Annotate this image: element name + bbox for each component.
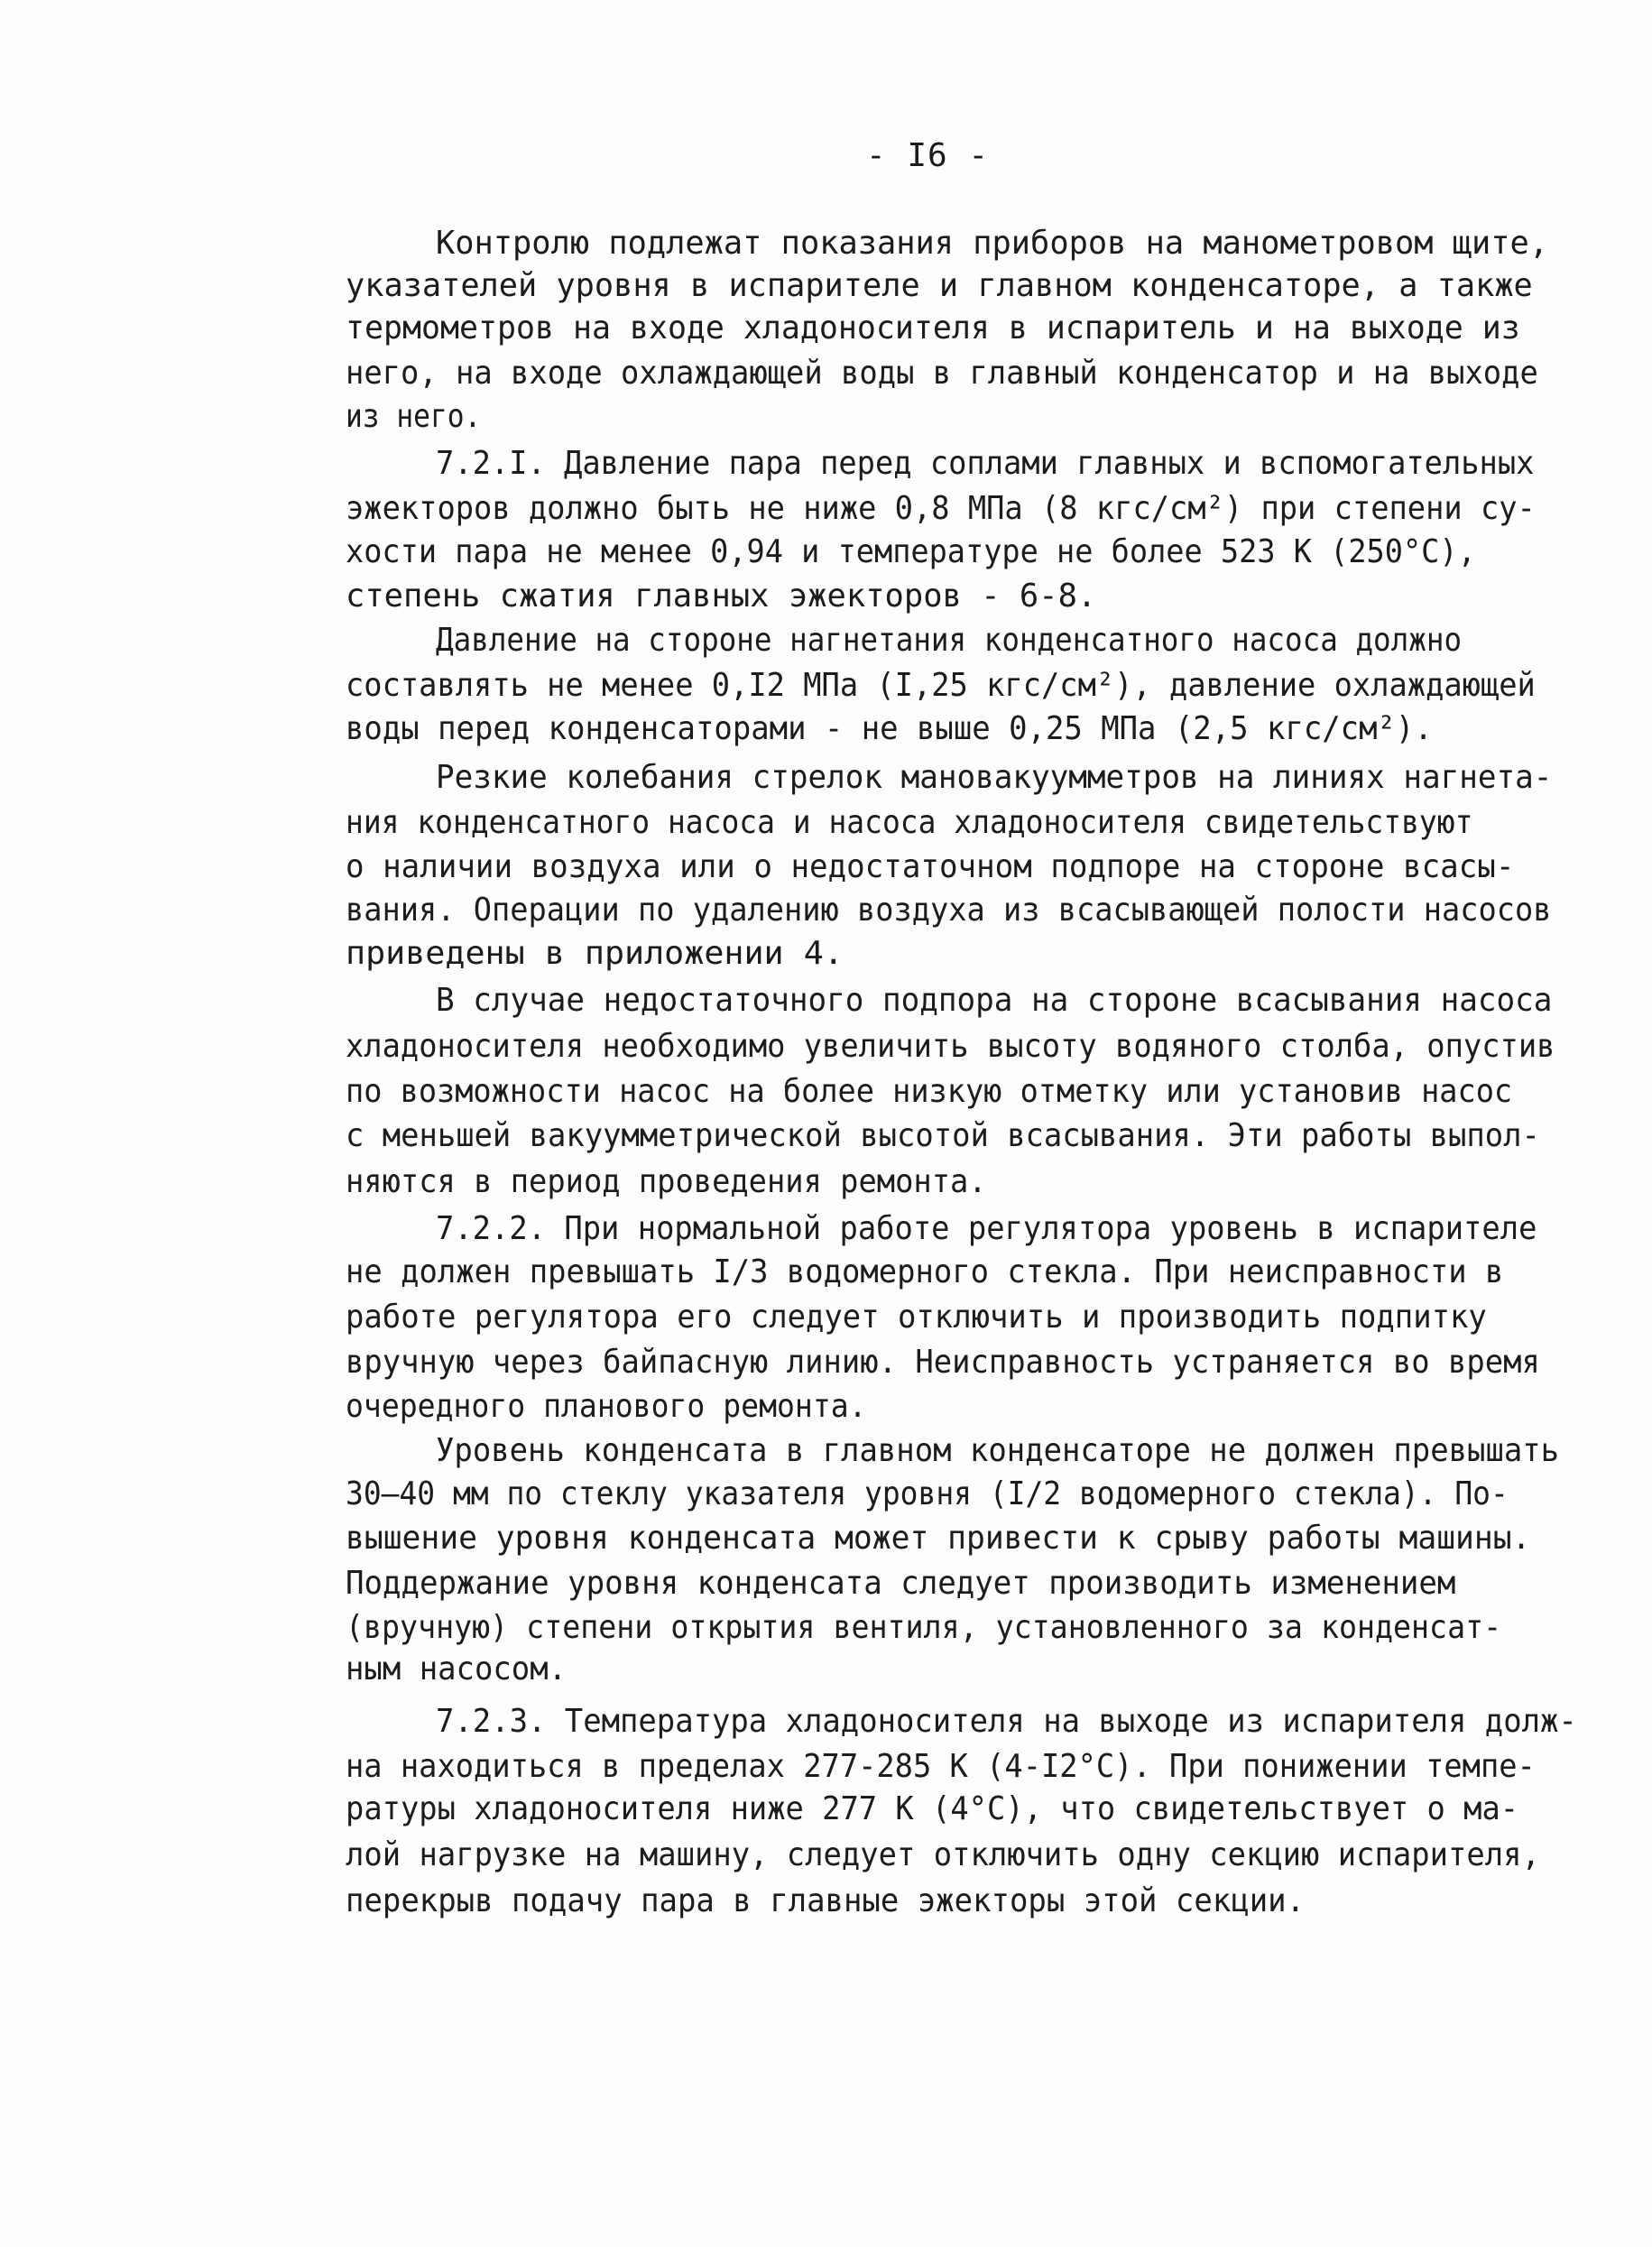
text-line: вручную через байпасную линию. Неисправность устраняется во время (346, 1344, 1540, 1381)
text-line: приведены в приложении 4. (346, 935, 844, 972)
text-line: из него. (346, 398, 482, 435)
text-line: В случае недостаточного подпора на стороне всасывания насоса (436, 982, 1553, 1019)
page-number: - I6 - (866, 137, 990, 174)
text-line: 30–40 мм по стеклу указателя уровня (I/2 водомерного стекла). По- (346, 1475, 1509, 1512)
text-line: лой нагрузке на машину, следует отключить одну секцию испарителя, (346, 1836, 1540, 1873)
text-line: степень сжатия главных эжекторов - 6-8. (346, 578, 1097, 615)
text-line: Поддержание уровня конденсата следует производить изменением (346, 1565, 1456, 1602)
text-line: ратуры хладоносителя ниже 277 К (4°С), что свидетельствует о ма- (346, 1790, 1519, 1827)
text-line: по возможности насос на более низкую отметку или установив насос (346, 1073, 1513, 1110)
text-line: него, на входе охлаждающей воды в главный конденсатор и на выходе (346, 355, 1538, 392)
text-line: Давление на стороне нагнетания конденсатного насоса должно (436, 622, 1463, 659)
text-line: вания. Операции по удалению воздуха из всасывающей полости насосов (346, 892, 1552, 929)
text-line: Резкие колебания стрелок мановакуумметров на линиях нагнета- (436, 759, 1553, 796)
text-line: эжекторов должно быть не ниже 0,8 МПа (8 кгс/см²) при степени су- (346, 490, 1536, 527)
text-line: о наличии воздуха или о недостаточном подпоре на стороне всасы- (346, 848, 1515, 885)
text-line: Контролю подлежат показания приборов на манометровом щите, (436, 225, 1549, 262)
text-line: ным насосом. (346, 1651, 568, 1688)
text-line: вышение уровня конденсата может привести к срыву работы машины. (346, 1520, 1531, 1557)
text-line: Уровень конденсата в главном конденсаторе не должен превышать (436, 1432, 1560, 1469)
text-line: ния конденсатного насоса и насоса хладоносителя свидетельствуют (346, 804, 1473, 841)
text-line: с меньшей вакуумметрической высотой всасывания. Эти работы выпол- (346, 1117, 1540, 1154)
text-line: няются в период проведения ремонта. (346, 1163, 987, 1200)
text-line: (вручную) степени открытия вентиля, установленного за конденсат- (346, 1609, 1502, 1646)
text-line: составлять не менее 0,I2 МПа (I,25 кгс/см²), давление охлаждающей (346, 667, 1536, 704)
text-line: работе регулятора его следует отключить и производить подпитку (346, 1299, 1487, 1336)
text-line: не должен превышать I/3 водомерного стекла. При неисправности в (346, 1253, 1504, 1290)
text-line: хости пара не менее 0,94 и температуре не более 523 К (250°С), (346, 533, 1476, 570)
text-line: 7.2.I. Давление пара перед соплами главных и вспомогательных (436, 445, 1535, 482)
text-line: воды перед конденсаторами - не выше 0,25 МПа (2,5 кгс/см²). (346, 710, 1433, 747)
text-line: 7.2.2. При нормальной работе регулятора уровень в испарителе (436, 1210, 1537, 1247)
text-line: указателей уровня в испарителе и главном конденсаторе, а также (346, 267, 1533, 304)
text-line: 7.2.3. Температура хладоносителя на выходе из испарителя долж- (436, 1703, 1577, 1740)
text-line: очередного планового ремонта. (346, 1388, 867, 1425)
text-line: хладоносителя необходимо увеличить высоту водяного столба, опустив (346, 1028, 1555, 1065)
text-line: перекрыв подачу пара в главные эжекторы этой секции. (346, 1882, 1306, 1919)
text-line: на находиться в пределах 277-285 К (4-I2°С). При понижении темпе- (346, 1748, 1536, 1785)
text-line: термометров на входе хладоносителя в испаритель и на выходе из (346, 310, 1520, 347)
